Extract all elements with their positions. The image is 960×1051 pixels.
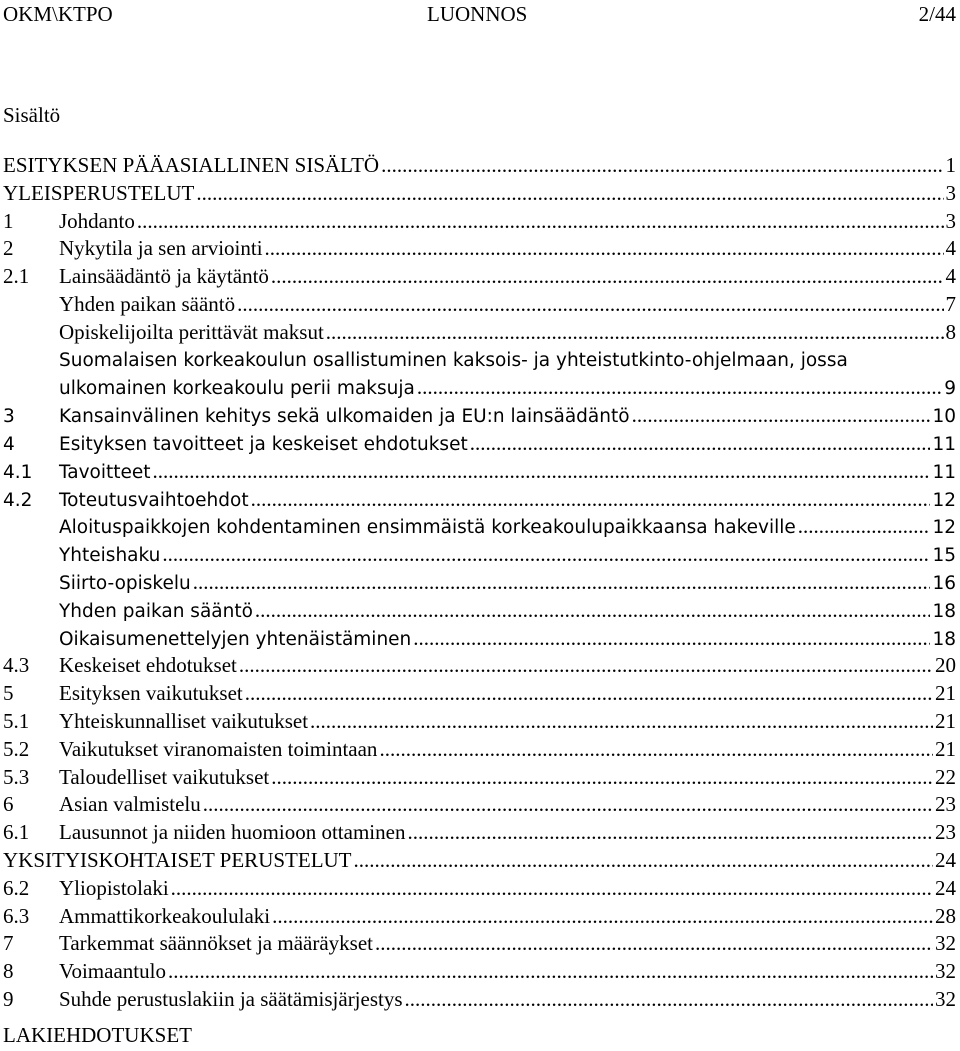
toc-entry-number: 4.2 bbox=[3, 489, 33, 511]
toc-entry-page: 18 bbox=[932, 600, 956, 622]
toc-entry-page: 21 bbox=[935, 681, 956, 706]
toc-entry[interactable] bbox=[3, 180, 956, 208]
toc-entry-title: ESITYKSEN PÄÄASIALLINEN SISÄLTÖ bbox=[3, 153, 380, 177]
toc-entry-number: 5 bbox=[3, 681, 14, 706]
toc-dot-leader bbox=[407, 819, 933, 847]
toc-entry[interactable] bbox=[3, 541, 956, 569]
toc-dot-leader bbox=[413, 625, 930, 653]
toc-dot-leader bbox=[193, 569, 931, 597]
page-header bbox=[3, 0, 956, 28]
toc-dot-leader bbox=[255, 597, 931, 625]
toc-dot-leader bbox=[354, 847, 933, 875]
toc-entry-title: Yhden paikan sääntö bbox=[59, 291, 236, 316]
toc-entry-title: Taloudelliset vaikutukset bbox=[59, 764, 270, 789]
toc-entry-title: Esityksen vaikutukset bbox=[59, 681, 243, 706]
toc-entry-number: 8 bbox=[3, 959, 14, 984]
toc-dot-leader bbox=[271, 764, 933, 792]
toc-entry-title: Voimaantulo bbox=[59, 959, 166, 984]
toc-entry[interactable] bbox=[3, 986, 956, 1014]
toc-entry-title: Esityksen tavoitteet ja keskeiset ehdotukset bbox=[59, 433, 468, 455]
header-office: OKM\KTPO bbox=[3, 2, 113, 26]
toc-dot-leader bbox=[381, 152, 943, 180]
toc-entry-number: 6.2 bbox=[3, 875, 30, 900]
toc-dot-leader bbox=[272, 903, 933, 931]
toc-entry-number: 3 bbox=[3, 406, 15, 428]
toc-dot-leader bbox=[162, 541, 930, 569]
toc-dot-leader bbox=[271, 263, 944, 291]
toc-dot-leader bbox=[310, 708, 933, 736]
toc-entry[interactable] bbox=[3, 930, 956, 958]
toc-entry-title: Kansainvälinen kehitys sekä ulkomaiden ja EU:n lainsäädäntö bbox=[59, 406, 630, 428]
toc-entry[interactable] bbox=[3, 736, 956, 764]
toc-entry-title: Yhteiskunnalliset vaikutukset bbox=[59, 708, 309, 733]
toc-entry-number: 7 bbox=[3, 931, 14, 956]
toc-entry-title: Opiskelijoilta perittävät maksut bbox=[59, 319, 324, 344]
toc-entry-title: Suomalaisen korkeakoulun osallistuminen kaksois- ja yhteistutkinto-ohjelmaan, jossa bbox=[59, 349, 848, 371]
toc-entry[interactable] bbox=[3, 903, 956, 931]
toc-entry-page: 32 bbox=[935, 986, 956, 1011]
toc-entry-page: 21 bbox=[935, 708, 956, 733]
toc-entry-page: 20 bbox=[935, 653, 956, 678]
toc-dot-leader bbox=[798, 513, 931, 541]
toc-entry-page: 1 bbox=[945, 153, 956, 177]
toc-dot-leader bbox=[379, 736, 933, 764]
toc-entry-title: Siirto-opiskelu bbox=[59, 572, 191, 594]
toc-entry[interactable] bbox=[3, 597, 956, 625]
toc-entry-title: Johdanto bbox=[59, 208, 135, 233]
toc-dot-leader bbox=[171, 875, 933, 903]
toc-entry-page: 3 bbox=[945, 208, 956, 233]
toc-entry[interactable] bbox=[3, 319, 956, 347]
toc-entry-page: 4 bbox=[945, 236, 956, 261]
toc-dot-leader bbox=[375, 930, 933, 958]
toc-entry-title: YLEISPERUSTELUT bbox=[3, 180, 195, 205]
toc-entry-page: 32 bbox=[935, 959, 956, 984]
toc-entry-page: 32 bbox=[935, 931, 956, 956]
toc-entry-page: 21 bbox=[935, 736, 956, 761]
toc-dot-leader bbox=[632, 402, 931, 430]
toc-entry-page: 15 bbox=[932, 545, 956, 567]
toc-dot-leader bbox=[326, 319, 944, 347]
toc-entry-title: Lausunnot ja niiden huomioon ottaminen bbox=[59, 820, 406, 845]
toc-entry-number: 9 bbox=[3, 986, 14, 1011]
toc-entry[interactable] bbox=[3, 430, 956, 458]
toc-entry[interactable] bbox=[3, 569, 956, 597]
toc-dot-leader bbox=[153, 458, 931, 486]
toc-dot-leader bbox=[137, 208, 944, 236]
toc-entry-number: 4 bbox=[3, 433, 15, 455]
toc-entry[interactable] bbox=[3, 708, 956, 736]
toc-entry-page: 3 bbox=[945, 180, 956, 205]
toc-entry-number: 6.1 bbox=[3, 820, 30, 845]
toc-entry[interactable] bbox=[3, 347, 956, 375]
toc-entry-page: 10 bbox=[932, 406, 956, 428]
toc-entry[interactable] bbox=[3, 402, 956, 430]
toc-dot-leader bbox=[405, 986, 933, 1014]
toc-dot-leader bbox=[196, 180, 943, 208]
toc-entry-page: 11 bbox=[932, 461, 956, 483]
toc-entry[interactable] bbox=[3, 764, 956, 792]
toc-entry-number: 5.3 bbox=[3, 764, 30, 789]
toc-entry[interactable] bbox=[3, 513, 956, 541]
toc-dot-leader bbox=[203, 791, 933, 819]
toc-entry[interactable] bbox=[3, 875, 956, 903]
header-page-number: 2/44 bbox=[918, 2, 956, 26]
toc-entry-page: 8 bbox=[945, 319, 956, 344]
toc-entry[interactable] bbox=[3, 291, 956, 319]
toc-entry[interactable] bbox=[3, 791, 956, 819]
toc-title: Sisältö bbox=[3, 103, 61, 127]
toc-entry-page: 7 bbox=[945, 291, 956, 316]
header-status: LUONNOS bbox=[427, 2, 528, 26]
toc-entry[interactable] bbox=[3, 208, 956, 236]
toc-entry[interactable] bbox=[3, 152, 956, 180]
toc-entry-title: Nykytila ja sen arviointi bbox=[59, 236, 263, 261]
toc-entry-number: 1 bbox=[3, 208, 14, 233]
toc-entry-page: 18 bbox=[932, 628, 956, 650]
toc-entry-title: Tavoitteet bbox=[59, 461, 151, 483]
toc-entry[interactable] bbox=[3, 625, 956, 653]
toc-entry-title: Suhde perustuslakiin ja säätämisjärjestys bbox=[59, 986, 403, 1011]
toc-entry-title: Yhteishaku bbox=[59, 545, 161, 567]
section-heading-lakiehdotukset: LAKIEHDOTUKSET bbox=[3, 1023, 192, 1047]
toc-dot-leader bbox=[470, 430, 931, 458]
toc-entry[interactable] bbox=[3, 263, 956, 291]
toc-entry-number: 6.3 bbox=[3, 903, 30, 928]
toc-entry-title: Yliopistolaki bbox=[59, 875, 169, 900]
toc-entry-page: 11 bbox=[932, 433, 956, 455]
toc-dot-leader bbox=[245, 680, 933, 708]
toc-entry-number: 5.1 bbox=[3, 708, 30, 733]
toc-entry-title: Vaikutukset viranomaisten toimintaan bbox=[59, 736, 378, 761]
toc-dot-leader bbox=[239, 652, 933, 680]
table-of-contents bbox=[3, 152, 956, 1014]
toc-entry-number: 5.2 bbox=[3, 736, 30, 761]
toc-entry-title: YKSITYISKOHTAISET PERUSTELUT bbox=[3, 847, 352, 872]
toc-entry-title: Ammattikorkeakoululaki bbox=[59, 903, 271, 928]
toc-entry-page: 23 bbox=[935, 820, 956, 845]
toc-dot-leader bbox=[168, 958, 933, 986]
toc-entry[interactable] bbox=[3, 374, 956, 402]
toc-entry[interactable] bbox=[3, 652, 956, 680]
toc-dot-leader bbox=[237, 291, 943, 319]
toc-entry-page: 16 bbox=[932, 572, 956, 594]
toc-entry-page: 12 bbox=[932, 489, 956, 511]
toc-entry-page: 12 bbox=[932, 517, 956, 539]
toc-dot-leader bbox=[265, 235, 944, 263]
toc-entry-number: 4.3 bbox=[3, 653, 30, 678]
toc-entry-title: Keskeiset ehdotukset bbox=[59, 653, 237, 678]
toc-entry-number: 6 bbox=[3, 792, 14, 817]
toc-entry-title: Asian valmistelu bbox=[59, 792, 201, 817]
toc-entry[interactable] bbox=[3, 486, 956, 514]
toc-entry[interactable] bbox=[3, 680, 956, 708]
toc-entry-page: 24 bbox=[935, 875, 956, 900]
toc-entry[interactable] bbox=[3, 819, 956, 847]
toc-entry-page: 22 bbox=[935, 764, 956, 789]
toc-entry-page: 9 bbox=[944, 378, 956, 400]
toc-entry-title: Aloituspaikkojen kohdentaminen ensimmäistä korkeakoulupaikkaansa hakeville bbox=[59, 517, 796, 539]
toc-entry-title: Yhden paikan sääntö bbox=[59, 600, 253, 622]
toc-entry-title: Toteutusvaihtoehdot bbox=[59, 489, 249, 511]
toc-entry-number: 2.1 bbox=[3, 264, 30, 289]
toc-entry[interactable] bbox=[3, 958, 956, 986]
toc-entry-page: 28 bbox=[935, 903, 956, 928]
toc-entry[interactable] bbox=[3, 235, 956, 263]
toc-entry-title: ulkomainen korkeakoulu perii maksuja bbox=[59, 378, 415, 400]
toc-entry-number: 4.1 bbox=[3, 461, 33, 483]
toc-dot-leader bbox=[417, 374, 942, 402]
toc-entry[interactable] bbox=[3, 458, 956, 486]
toc-entry-number: 2 bbox=[3, 236, 14, 261]
toc-entry-page: 23 bbox=[935, 792, 956, 817]
toc-entry-title: Tarkemmat säännökset ja määräykset bbox=[59, 931, 373, 956]
toc-entry[interactable] bbox=[3, 847, 956, 875]
toc-entry-page: 4 bbox=[945, 264, 956, 289]
toc-dot-leader bbox=[251, 486, 931, 514]
toc-entry-page: 24 bbox=[935, 847, 956, 872]
toc-entry-title: Oikaisumenettelyjen yhtenäistäminen bbox=[59, 628, 412, 650]
toc-entry-title: Lainsäädäntö ja käytäntö bbox=[59, 264, 269, 289]
